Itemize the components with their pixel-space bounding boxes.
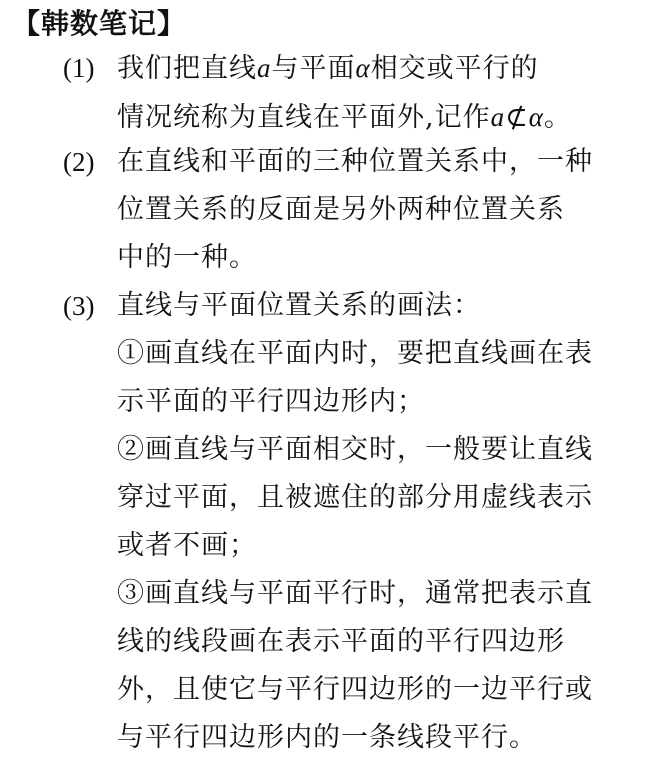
text-line: 直线与平面位置关系的画法： — [117, 290, 481, 321]
text-run: 与平面 — [271, 53, 356, 84]
item-text — [117, 138, 662, 282]
text-run: 我们把直线 — [117, 53, 257, 84]
item-number: (1) — [63, 53, 95, 83]
text-line: ①画直线在平面内时，要把直线画在表 — [117, 338, 593, 369]
item-text — [117, 282, 662, 762]
text-run: 情况统称为直线在平面外,记作 — [117, 102, 491, 133]
text-line: 位置关系的反面是另外两种位置关系 — [117, 194, 565, 225]
text-line: 或者不画； — [117, 530, 257, 561]
text-run: 。 — [543, 102, 572, 133]
text-line: 在直线和平面的三种位置关系中，一种 — [117, 146, 593, 177]
text-line: 示平面的平行四边形内； — [117, 386, 425, 417]
text-line: ③画直线与平面平行时，通常把表示直 — [117, 578, 593, 609]
item-number: (2) — [63, 147, 95, 177]
text-line: 中的一种。 — [117, 242, 257, 273]
text-run: 相交或平行的 — [370, 53, 539, 84]
item-text — [117, 44, 662, 142]
text-line: 穿过平面，且被遮住的部分用虚线表示 — [117, 482, 593, 513]
text-line: 与平行四边形内的一条线段平行。 — [117, 722, 537, 753]
text-line: ②画直线与平面相交时，一般要让直线 — [117, 434, 593, 465]
item-number: (3) — [63, 291, 95, 321]
math-symbol: a — [257, 53, 272, 83]
math-symbol: α — [355, 53, 371, 83]
text-line: 线的线段画在表示平面的平行四边形 — [117, 626, 565, 657]
text-line — [117, 93, 662, 142]
note-title: 【韩数笔记】 — [12, 7, 187, 40]
text-line: 外，且使它与平行四边形的一边平行或 — [117, 674, 593, 705]
text-line — [117, 44, 662, 93]
math-expression: a⊄α — [490, 102, 544, 132]
